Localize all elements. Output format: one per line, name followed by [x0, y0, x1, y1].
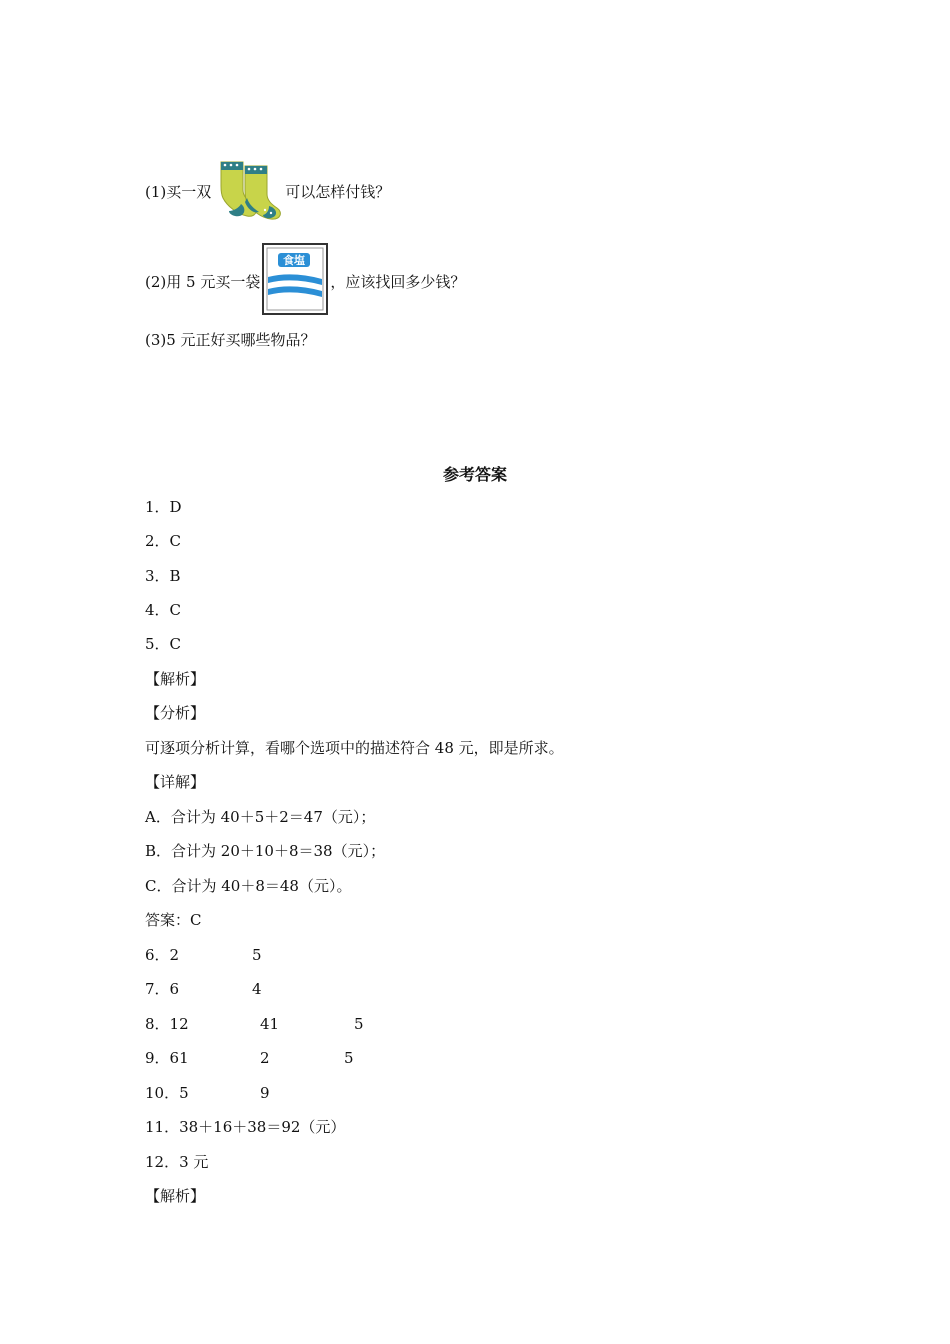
answer-9-val3: 5	[344, 1049, 354, 1067]
answer-10	[145, 1083, 270, 1103]
socks-icon	[213, 158, 283, 225]
answer-10-val2: 9	[260, 1084, 270, 1102]
answer-3: 3．B	[145, 567, 181, 585]
answer-12: 12．3 元	[145, 1153, 209, 1171]
fenxi-heading: 【分析】	[145, 704, 206, 722]
jiexi-heading-1: 【解析】	[145, 670, 206, 688]
answer-7-num: 7．6	[145, 980, 180, 998]
question-3: (3)5 元正好买哪些物品？	[145, 331, 316, 349]
answer-c-line: 答案：C	[145, 911, 202, 929]
answer-1: 1．D	[145, 498, 182, 516]
question-2	[145, 243, 465, 320]
option-b-detail: B．合计为 20＋10＋8＝38（元）；	[145, 842, 386, 860]
question-1-before: (1)买一双	[145, 182, 212, 201]
jiexi-heading-2: 【解析】	[145, 1187, 206, 1205]
answer-8-val2: 41	[260, 1015, 280, 1033]
question-1-after: 可以怎样付钱？	[285, 182, 391, 201]
answer-8-num: 8．12	[145, 1015, 189, 1033]
analysis-text: 可逐项分析计算，看哪个选项中的描述符合 48 元，即是所求。	[145, 739, 564, 757]
salt-bag-icon	[262, 243, 328, 320]
option-a-detail: A．合计为 40＋5＋2＝47（元）；	[145, 808, 376, 826]
answers-title: 参考答案	[442, 465, 507, 484]
answer-7	[145, 979, 262, 999]
answer-9-num: 9．61	[145, 1049, 189, 1067]
option-c-detail: C．合计为 40＋8＝48（元）。	[145, 877, 352, 895]
answer-2: 2．C	[145, 532, 182, 550]
answer-8	[145, 1014, 364, 1034]
answer-6	[145, 945, 262, 965]
answer-6-val2: 5	[252, 946, 262, 964]
question-1	[145, 158, 390, 225]
salt-label: 食塩	[283, 254, 306, 267]
xiangjie-heading: 【详解】	[145, 773, 206, 791]
answer-8-val3: 5	[354, 1015, 364, 1033]
answer-9	[145, 1048, 354, 1068]
answer-7-val2: 4	[252, 980, 262, 998]
answer-4: 4．C	[145, 601, 182, 619]
answer-9-val2: 2	[260, 1049, 270, 1067]
question-2-after: ，应该找回多少钱？	[330, 272, 466, 291]
answer-11: 11．38＋16＋38＝92（元）	[145, 1118, 346, 1136]
answer-6-num: 6．2	[145, 946, 180, 964]
answer-5: 5．C	[145, 635, 182, 653]
answer-10-num: 10．5	[145, 1084, 189, 1102]
question-2-before: (2)用 5 元买一袋	[145, 272, 261, 291]
